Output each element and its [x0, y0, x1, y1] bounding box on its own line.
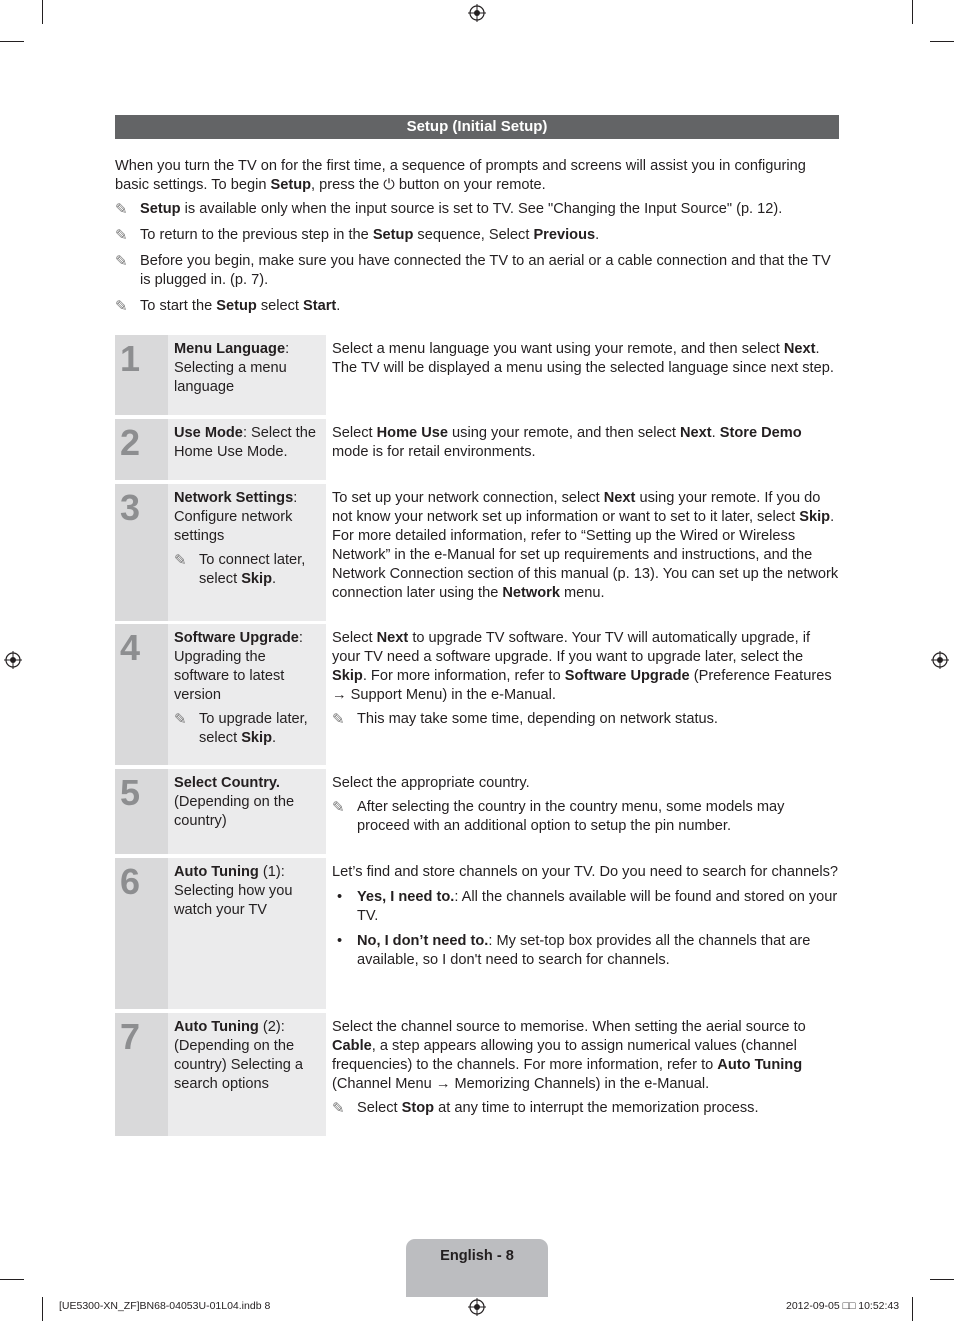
step-label: Use Mode: Select the Home Use Mode. — [168, 419, 326, 480]
step-description: Select the appropriate country. ✎ After selecting the country in the country menu, some models may proceed with an additional option to setup the pin number. — [332, 769, 839, 836]
bullet-item: • No, I don’t need to.: My set-top box provides all the channels that are available, so I don't need to search for channels. — [337, 933, 811, 968]
note-pencil-icon: ✎ — [174, 711, 187, 728]
setup-step — [115, 419, 839, 480]
setup-step — [115, 484, 839, 621]
setup-step — [115, 624, 839, 765]
note-pencil-icon: ✎ — [332, 1100, 345, 1117]
setup-step — [115, 1013, 839, 1136]
setup-step — [115, 858, 839, 1009]
step-note: ✎ This may take some time, depending on network status. — [332, 711, 718, 728]
step-note: ✎ Select Stop at any time to interrupt the memorization process. — [332, 1100, 759, 1117]
step-label: Auto Tuning (1): Selecting how you watch your TV — [168, 858, 326, 1009]
intro-note: ✎ To start the Setup select Start. — [115, 298, 341, 315]
print-date: 2012-09-05 — [786, 1300, 840, 1312]
note-pencil-icon: ✎ — [115, 227, 128, 244]
print-time: 10:52:43 — [858, 1300, 900, 1312]
step-number: 3 — [115, 484, 168, 621]
crop-mark — [912, 1297, 913, 1321]
step-note: ✎ To connect later, select Skip. — [174, 552, 306, 587]
registration-mark-icon — [931, 651, 949, 669]
intro-note: ✎ Setup is available only when the input source is set to TV. See "Changing the Input Source" (p. 12). — [115, 201, 783, 218]
step-number: 2 — [115, 419, 168, 480]
crop-mark — [42, 0, 43, 24]
registration-mark-icon — [4, 651, 22, 669]
note-pencil-icon: ✎ — [115, 298, 128, 315]
step-number: 1 — [115, 335, 168, 415]
step-number: 5 — [115, 769, 168, 854]
step-label: Menu Language: Selecting a menu language — [168, 335, 326, 415]
setup-step — [115, 335, 839, 415]
step-label: Software Upgrade: Upgrading the software to latest version ✎ To upgrade later, select Skip. — [168, 624, 326, 765]
note-pencil-icon: ✎ — [174, 552, 187, 569]
print-timestamp — [786, 1299, 899, 1313]
step-number: 6 — [115, 858, 168, 1009]
setup-step — [115, 769, 839, 854]
registration-mark-icon — [468, 4, 486, 22]
intro — [115, 157, 843, 316]
print-boxes: □□ — [842, 1300, 856, 1312]
note-pencil-icon: ✎ — [332, 711, 345, 728]
step-description: To set up your network connection, select Next using your remote. If you do not know your network set up information or want to set to it later, select Skip. For more detailed information, refer to “Setting up the Wired or Wireless Network” in the e-Manual for set up requirements and instructions, and the Network Connection section of this manual (p. 13). You can set up the network connection later using the Network menu. — [332, 490, 839, 601]
step-description: Select Next to upgrade TV software. Your TV will automatically upgrade, if your TV need a software upgrade. If you want to upgrade later, select the Skip. For more information, refer to Software Upgrade (Preference Features → Support Menu) in the e-Manual. ✎ This may take some time, depending on network status. — [332, 624, 839, 729]
crop-mark — [912, 0, 913, 24]
page-number-tab: English - 8 — [406, 1239, 548, 1297]
file-info: [UE5300-XN_ZF]BN68-04053U-01L04.indb 8 — [59, 1300, 271, 1312]
step-number: 7 — [115, 1013, 168, 1136]
crop-mark — [930, 41, 954, 42]
crop-mark — [930, 1279, 954, 1280]
step-note: ✎ After selecting the country in the country menu, some models may proceed with an additional option to setup the pin number. — [332, 799, 785, 834]
step-number: 4 — [115, 624, 168, 765]
section-title: Setup (Initial Setup) — [115, 115, 839, 139]
step-description: Select the channel source to memorise. When setting the aerial source to Cable, a step appears allowing you to assign numerical values (channel frequencies) to the channels. For more information, refer to Auto Tuning (Channel Menu → Memorizing Channels) in the e-Manual. ✎ Select Stop at any time to interrupt the memorization process. — [332, 1013, 839, 1118]
note-pencil-icon: ✎ — [115, 201, 128, 218]
bullet-item: • Yes, I need to.: All the channels available will be found and stored on your TV. — [337, 889, 838, 924]
note-pencil-icon: ✎ — [115, 253, 128, 270]
bullet-icon: • — [337, 889, 343, 905]
intro-paragraph: When you turn the TV on for the first time, a sequence of prompts and screens will assist you in configuring basic settings. To begin Setup, press the ⏻ button on your remote. — [115, 158, 806, 193]
step-description: Select a menu language you want using your remote, and then select Next. The TV will be displayed a menu using the selected language since next step. — [332, 341, 834, 376]
step-note: ✎ To upgrade later, select Skip. — [174, 711, 308, 746]
step-description: Let’s find and store channels on your TV. Do you need to search for channels? • Yes, I need to.: All the channels available will be found and stored on your TV. • No, I don’t need to.: My set-top box provides all the channels that are available, so I don't need to search for channels. — [332, 864, 838, 968]
registration-mark-icon — [468, 1298, 486, 1316]
step-label: Network Settings: Configure network settings ✎ To connect later, select Skip. — [168, 484, 326, 621]
step-label: Auto Tuning (2): (Depending on the country) Selecting a search options — [168, 1013, 326, 1136]
note-pencil-icon: ✎ — [332, 799, 345, 816]
intro-note: ✎ Before you begin, make sure you have connected the TV to an aerial or a cable connection and that the TV is plugged in. (p. 7). — [115, 253, 831, 288]
step-description: Select Home Use using your remote, and then select Next. Store Demo mode is for retail environments. — [332, 425, 802, 460]
crop-mark — [42, 1297, 43, 1321]
crop-mark — [0, 1279, 24, 1280]
intro-note: ✎ To return to the previous step in the Setup sequence, Select Previous. — [115, 227, 600, 244]
power-icon: ⏻ — [383, 177, 395, 193]
bullet-icon: • — [337, 933, 343, 949]
step-label: Select Country. (Depending on the country) — [168, 769, 326, 854]
crop-mark — [0, 41, 24, 42]
